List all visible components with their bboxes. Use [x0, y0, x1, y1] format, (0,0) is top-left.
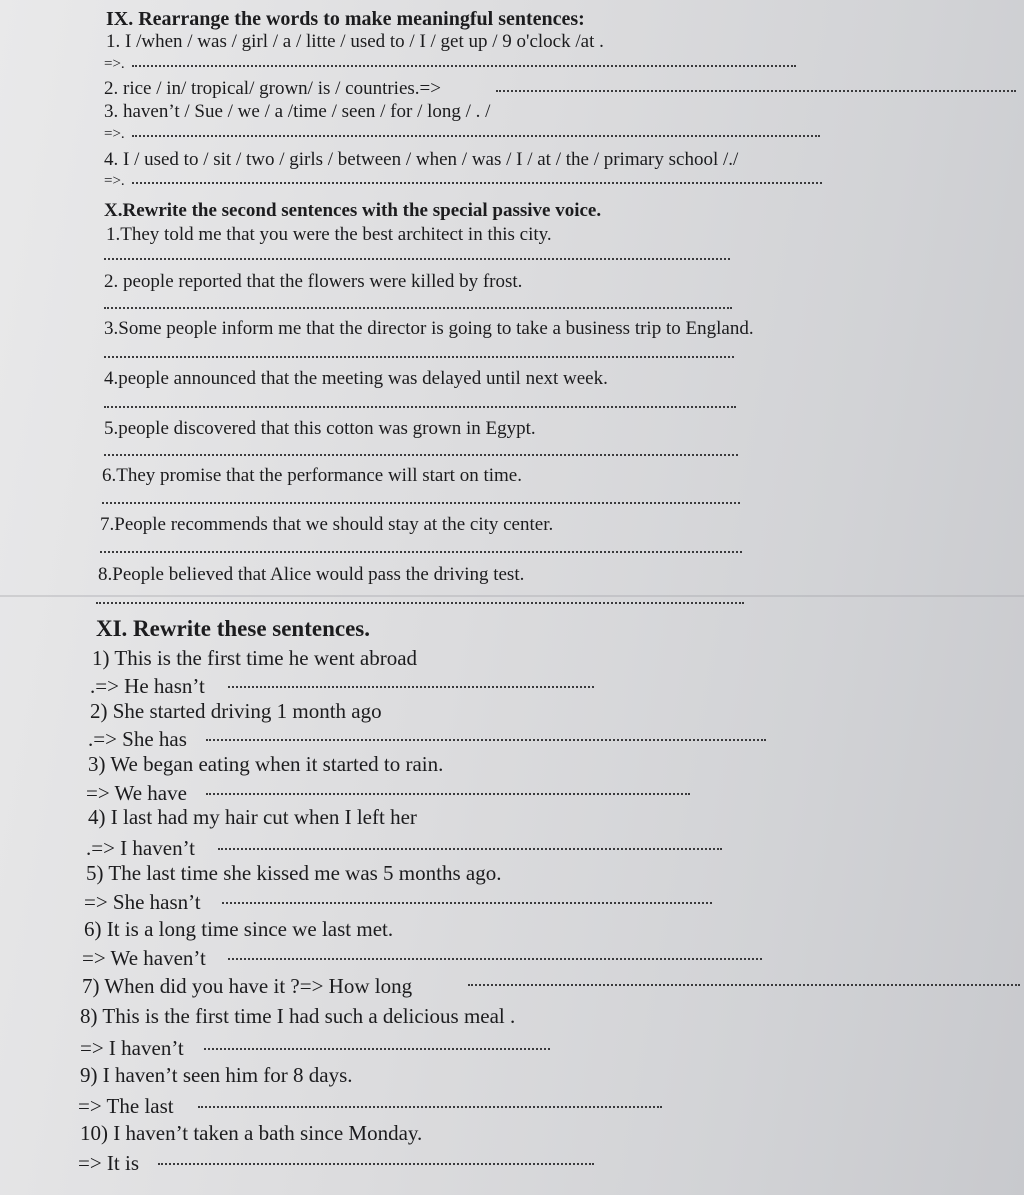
s9-answer-line-2[interactable]	[496, 88, 1016, 92]
s11-answer-prefix-1: .=> He hasn’t	[90, 674, 205, 698]
s10-answer-line-7[interactable]	[100, 549, 742, 553]
s11-answer-line-6[interactable]	[228, 956, 762, 960]
s11-question-5: 5) The last time she kissed me was 5 months ago.	[86, 861, 502, 885]
s11-answer-line-7[interactable]	[468, 982, 1020, 986]
s10-question-2: 2. people reported that the flowers were killed by frost.	[104, 271, 523, 292]
s10-question-5: 5.people discovered that this cotton was grown in Egypt.	[104, 418, 536, 439]
section-10-title: X.Rewrite the second sentences with the special passive voice.	[104, 200, 602, 221]
s11-question-7: 7) When did you have it ?=> How long	[82, 974, 413, 998]
s11-question-8: 8) This is the first time I had such a delicious meal .	[80, 1004, 516, 1028]
s9-answer-prefix-3: =>.	[104, 126, 125, 142]
s11-answer-prefix-2: .=> She has	[88, 727, 187, 751]
s10-answer-line-8[interactable]	[96, 600, 744, 604]
s11-answer-prefix-8: => I haven’t	[80, 1036, 184, 1060]
s11-answer-line-5[interactable]	[222, 900, 712, 904]
section-9-title: IX. Rearrange the words to make meaningful sentences:	[106, 8, 585, 30]
s11-question-6: 6) It is a long time since we last met.	[84, 917, 394, 941]
s9-question-4: 4. I / used to / sit / two / girls / between / when / was / I / at / the / primary school /./	[104, 149, 739, 170]
s11-question-3: 3) We began eating when it started to rain.	[88, 752, 444, 776]
s11-answer-prefix-6: => We haven’t	[82, 946, 206, 970]
s11-question-2: 2) She started driving 1 month ago	[90, 699, 382, 723]
s11-answer-prefix-10: => It is	[78, 1151, 140, 1175]
s11-answer-prefix-4: .=> I haven’t	[86, 836, 196, 860]
s11-answer-line-8[interactable]	[204, 1046, 550, 1050]
s10-answer-line-1[interactable]	[104, 256, 730, 260]
s9-question-3: 3. haven’t / Sue / we / a /time / seen / for / long / . /	[104, 101, 491, 122]
s10-question-4: 4.people announced that the meeting was delayed until next week.	[104, 368, 608, 389]
s11-answer-prefix-5: => She hasn’t	[84, 890, 201, 914]
s9-answer-line-4[interactable]	[132, 180, 822, 184]
s11-answer-line-9[interactable]	[198, 1104, 662, 1108]
s11-answer-line-4[interactable]	[218, 846, 722, 850]
s9-question-1: 1. I /when / was / girl / a / litte / used to / I / get up / 9 o'clock /at .	[106, 31, 604, 52]
s9-answer-line-3[interactable]	[132, 133, 820, 137]
s10-question-6: 6.They promise that the performance will start on time.	[102, 465, 522, 486]
s11-answer-line-2[interactable]	[206, 737, 766, 741]
s10-answer-line-5[interactable]	[104, 452, 738, 456]
s11-answer-line-1[interactable]	[228, 684, 594, 688]
s10-answer-line-3[interactable]	[104, 354, 734, 358]
s11-question-1: 1) This is the first time he went abroad	[92, 646, 418, 670]
s10-question-1: 1.They told me that you were the best architect in this city.	[106, 224, 552, 245]
s10-question-7: 7.People recommends that we should stay at the city center.	[100, 514, 554, 535]
s10-answer-line-6[interactable]	[102, 500, 740, 504]
s11-answer-prefix-3: => We have	[86, 781, 187, 805]
s9-answer-prefix-1: =>.	[104, 56, 125, 72]
s11-answer-prefix-9: => The last	[78, 1094, 174, 1118]
s11-answer-line-10[interactable]	[158, 1161, 594, 1165]
s9-question-2: 2. rice / in/ tropical/ grown/ is / countries.=>	[104, 78, 441, 99]
s10-question-8: 8.People believed that Alice would pass the driving test.	[98, 564, 525, 585]
s11-answer-line-3[interactable]	[206, 791, 690, 795]
s11-question-4: 4) I last had my hair cut when I left her	[88, 805, 417, 829]
s10-question-3: 3.Some people inform me that the director is going to take a business trip to England.	[104, 318, 754, 339]
s11-question-9: 9) I haven’t seen him for 8 days.	[80, 1063, 353, 1087]
s9-answer-prefix-4: =>.	[104, 173, 125, 189]
s10-answer-line-2[interactable]	[104, 305, 732, 309]
s9-answer-line-1[interactable]	[132, 63, 796, 67]
s10-answer-line-4[interactable]	[104, 404, 736, 408]
section-11-title: XI. Rewrite these sentences.	[96, 616, 371, 641]
s11-question-10: 10) I haven’t taken a bath since Monday.	[80, 1121, 423, 1145]
